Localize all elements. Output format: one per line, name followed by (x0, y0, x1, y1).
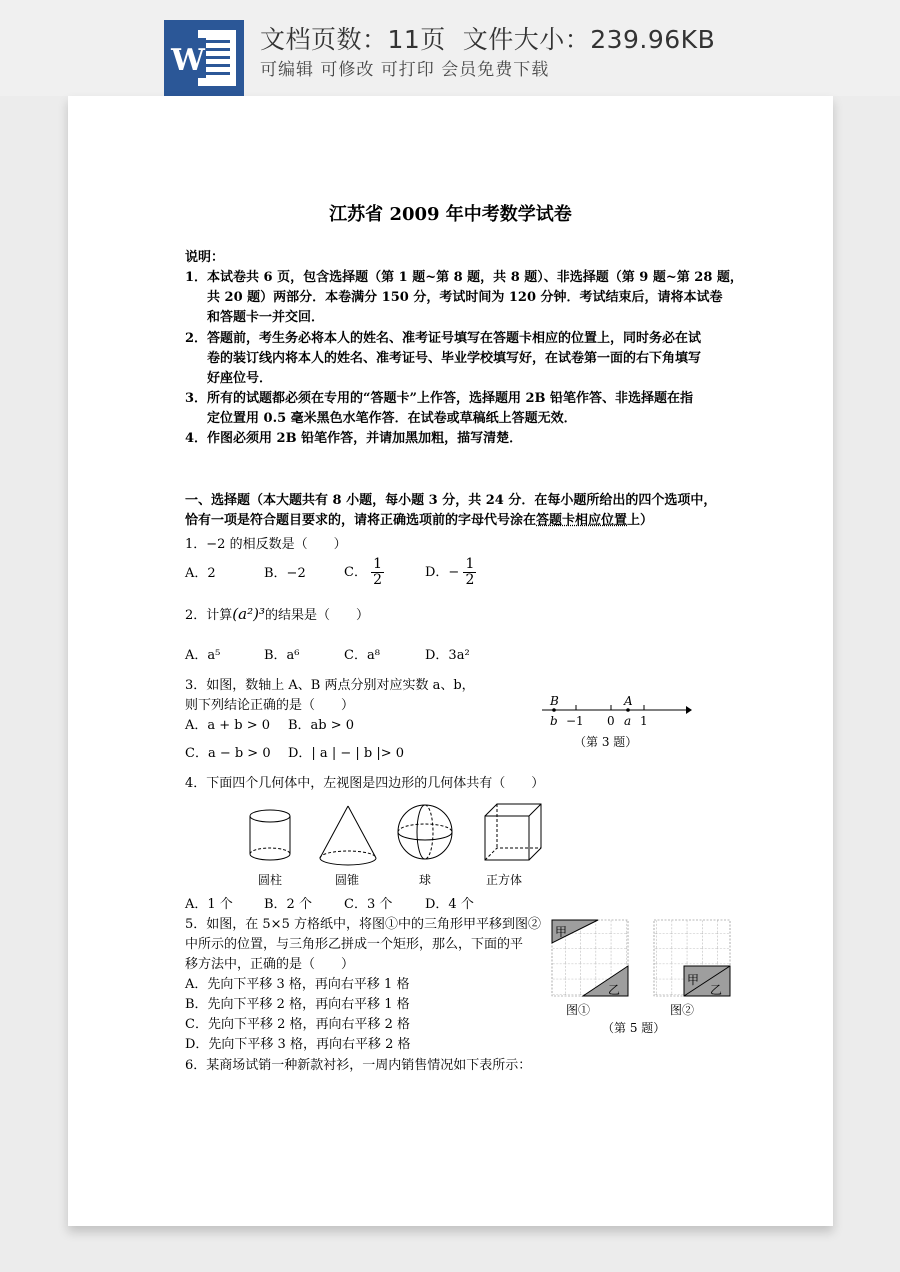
note-2-number: 2． (185, 331, 208, 346)
cylinder-label: 圆柱 (258, 873, 283, 887)
q1-option-a: A．2 (185, 566, 216, 581)
q6-stem: 6．某商场试销一种新款衬衫，一周内销售情况如下表所示： (185, 1058, 532, 1073)
download-header (0, 0, 900, 96)
note-2-line-1: 答题前，考生务必将本人的姓名、准考证号填写在答题卡相应的位置上，同时务必在试 (207, 331, 702, 346)
grid-2 (654, 920, 730, 997)
point-a (626, 708, 630, 712)
section1-line-2-post: 上） (627, 513, 654, 528)
note-1-line-2: 共 20 题）两部分．本卷满分 150 分，考试时间为 120 分钟．考试结束后，请将本试卷 (207, 290, 723, 305)
yi-label-1: 乙 (608, 983, 621, 997)
cube-label: 正方体 (486, 873, 523, 887)
note-3-number: 3． (185, 391, 208, 406)
cube-shape (485, 804, 541, 860)
note-3-line-2: 定位置用 0.5 毫米黑色水笔作答．在试卷或草稿纸上答题无效． (207, 411, 577, 426)
q1-option-b: B．−2 (264, 566, 306, 581)
q1-option-c-fraction (371, 557, 384, 588)
label-b: b (550, 714, 558, 728)
fig2-label: 图② (670, 1003, 695, 1017)
q3-option-b: B．ab > 0 (288, 718, 355, 733)
section1-line-2-pre: 恰有一项是符合题目要求的，请将正确选项前的字母代号涂在 (185, 513, 537, 528)
fraction-numerator: 1 (373, 556, 383, 572)
file-meta-line: 文档页数：11页 文件大小：239.96KB (260, 25, 716, 54)
sphere-label: 球 (419, 873, 432, 887)
notes-heading: 说明： (185, 250, 225, 265)
fraction-numerator: 1 (465, 556, 475, 572)
q5-option-c: C．先向下平移 2 格，再向右平移 2 格 (185, 1017, 411, 1032)
sphere-shape (398, 805, 452, 859)
cone-shape (320, 806, 376, 865)
label-one: 1 (640, 714, 648, 728)
jia-label-2: 甲 (687, 973, 700, 987)
fraction-denominator: 2 (373, 572, 383, 588)
q3-stem-2: 则下列结论正确的是（ ） (185, 698, 355, 713)
q4-option-b: B．2 个 (264, 897, 312, 912)
jia-label-1: 甲 (555, 925, 568, 939)
fig1-label: 图① (566, 1003, 591, 1017)
q1-option-d (425, 552, 476, 594)
number-line-arrow (686, 706, 692, 714)
cylinder-shape (250, 810, 290, 860)
cone-label: 圆锥 (335, 873, 360, 887)
note-2-line-2: 卷的装订线内将本人的姓名、准考证号、毕业学校填写好，在试卷第一面的右下角填写 (207, 351, 702, 366)
q2-option-c: C．a⁸ (344, 648, 380, 663)
label-zero: 0 (607, 714, 615, 728)
q2-stem (185, 604, 369, 626)
label-minus-one: −1 (566, 714, 584, 728)
q2-stem-pre: 2．计算 (185, 608, 233, 623)
svg-text:W: W (171, 43, 205, 78)
label-A: A (624, 694, 633, 708)
note-4-line-1: 作图必须用 2B 铅笔作答，并请加黑加粗，描写清楚． (207, 431, 523, 446)
permissions-line: 可编辑 可修改 可打印 会员免费下载 (260, 60, 550, 80)
q2-option-a: A．a⁵ (185, 648, 221, 663)
point-b (552, 708, 556, 712)
note-1-number: 1． (185, 270, 208, 285)
yi-label-2: 乙 (710, 983, 723, 997)
q4-option-a: A．1 个 (185, 897, 233, 912)
q2-stem-post: 的结果是（ ） (264, 608, 369, 623)
note-4-number: 4． (185, 431, 208, 446)
q3-caption: （第 3 题） (574, 735, 638, 749)
q2-option-d: D．3a² (425, 648, 470, 663)
q4-solids-figure (238, 802, 558, 894)
word-document-icon (164, 20, 244, 96)
q1-option-c (344, 552, 384, 594)
q5-stem-3: 移方法中，正确的是（ ） (185, 957, 355, 972)
section1-line-2 (185, 511, 653, 531)
section1-line-2-dotted: 答题卡相应位置 (536, 513, 628, 528)
q5-grid-figure (550, 918, 734, 1042)
q2-option-b: B．a⁶ (264, 648, 300, 663)
label-a: a (624, 714, 632, 728)
q5-stem-1: 5．如图，在 5×5 方格纸中，将图①中的三角形甲平移到图② (185, 917, 541, 932)
q3-option-c: C．a − b > 0 (185, 746, 271, 761)
section1-line-1: 一、选择题（本大题共有 8 小题，每小题 3 分，共 24 分．在每小题所给出的四个选项中， (185, 493, 717, 508)
grid-1 (552, 920, 628, 997)
q4-option-d: D．4 个 (425, 897, 474, 912)
document-page (68, 96, 833, 1226)
note-1-line-1: 本试卷共 6 页，包含选择题（第 1 题~第 8 题，共 8 题）、非选择题（第 9 题~第 28 题， (207, 270, 743, 285)
note-2-line-3: 好座位号． (207, 371, 273, 386)
note-3-line-1: 所有的试题都必须在专用的“答题卡”上作答，选择题用 2B 铅笔作答、非选择题在指 (207, 391, 694, 406)
q3-option-d: D．| a | − | b |> 0 (288, 746, 404, 761)
note-1-line-3: 和答题卡一并交回． (207, 310, 325, 325)
fraction-denominator: 2 (465, 572, 475, 588)
q5-stem-2: 中所示的位置，与三角形乙拼成一个矩形，那么，下面的平 (185, 937, 524, 952)
q3-stem-1: 3．如图，数轴上 A、B 两点分别对应实数 a、b， (185, 678, 475, 693)
q4-option-c: C．3 个 (344, 897, 393, 912)
q5-option-b: B．先向下平移 2 格，再向右平移 1 格 (185, 997, 410, 1012)
q1-option-d-label: D．− (425, 565, 460, 580)
q1-option-d-fraction (463, 557, 476, 588)
q5-option-d: D．先向下平移 3 格，再向右平移 2 格 (185, 1037, 411, 1052)
q5-caption: （第 5 题） (602, 1021, 666, 1035)
label-B: B (550, 694, 559, 708)
q3-option-a: A．a + b > 0 (185, 718, 271, 733)
q1-option-c-label: C． (344, 565, 367, 580)
q2-expression: (a²)³ (232, 605, 265, 623)
q3-number-line-figure (534, 692, 694, 756)
q5-option-a: A．先向下平移 3 格，再向右平移 1 格 (185, 977, 410, 992)
q4-stem: 4．下面四个几何体中，左视图是四边形的几何体共有（ ） (185, 776, 545, 791)
q1-stem: 1．−2 的相反数是（ ） (185, 537, 347, 552)
exam-title: 江苏省 2009 年中考数学试卷 (329, 204, 572, 225)
